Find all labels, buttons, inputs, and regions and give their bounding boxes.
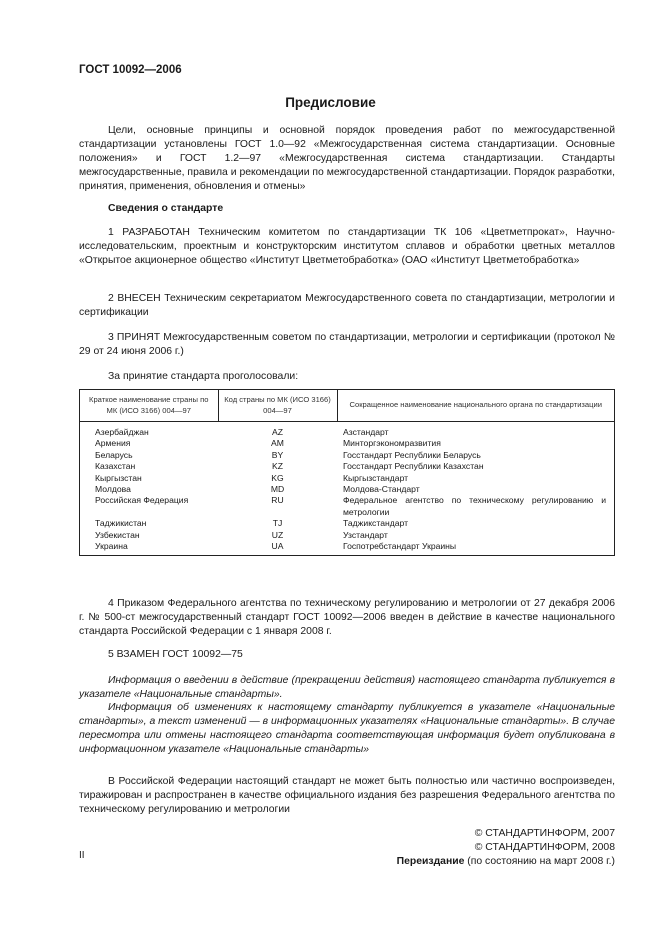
country-name: Российская Федерация: [95, 495, 189, 506]
national-body: Азстандарт: [343, 427, 389, 437]
table-row: [80, 461, 615, 472]
page-number: II: [79, 850, 85, 861]
about-heading: Сведения о стандарте: [108, 203, 224, 214]
table-row: [80, 495, 615, 518]
country-code: AZ: [272, 427, 283, 437]
copyright-line-1: © СТАНДАРТИНФОРМ, 2007: [474, 828, 615, 839]
item-1-paragraph: 1 РАЗРАБОТАН Техническим комитетом по стандартизации ТК 106 «Цветметпрокат», Научно-исследовательским, проектным и конструкторским институтом сплавов и обработки цветных металлов «Открытое акционерное общество «Институт Цветметобработка» (ОАО «Институт Цветметобработка»: [79, 227, 615, 266]
info-publication-paragraph: Информация о введении в действие (прекращении действия) настоящего стандарта публикуется в указателе «Национальные стандарты».: [79, 675, 615, 700]
national-body: Госстандарт Республики Беларусь: [343, 449, 481, 460]
item-5-paragraph: 5 ВЗАМЕН ГОСТ 10092—75: [108, 649, 243, 660]
country-name: Кыргызстан: [95, 472, 142, 483]
table-row: [80, 518, 615, 529]
national-body: Узстандарт: [343, 529, 388, 540]
table-row: [80, 438, 615, 449]
table-row: [80, 422, 615, 439]
reprint-label: Переиздание: [396, 856, 465, 867]
national-body: Таджикстандарт: [343, 518, 409, 529]
country-code: UZ: [271, 529, 284, 540]
table-header-code: Код страны по МК (ИСО 3166) 004—97: [218, 390, 337, 422]
rights-paragraph: В Российской Федерации настоящий стандарт не может быть полностью или частично воспроизведен, тиражирован и распространен в качестве официального издания без разрешения Федерального агентства по техническому регулированию и метрологии: [79, 776, 615, 815]
table-row: [80, 473, 615, 484]
national-body: Госпотребстандарт Украины: [343, 541, 457, 552]
item-4-paragraph: 4 Приказом Федерального агентства по техническому регулированию и метрологии от 27 декабря 2006 г. № 500-ст межгосударственный стандарт ГОСТ 10092—2006 введен в действие в качестве национального стандарта Российской Федерации с 1 января 2008 г.: [79, 598, 615, 637]
table-row: [80, 484, 615, 495]
country-name: Беларусь: [95, 449, 133, 460]
item-2-paragraph: 2 ВНЕСЕН Техническим секретариатом Межгосударственного совета по стандартизации, метрологии и сертификации: [79, 293, 615, 318]
country-code: TJ: [272, 518, 283, 529]
national-body: Кыргызстандарт: [343, 472, 409, 483]
country-code: AM: [271, 438, 284, 449]
national-body: Минторгэкономразвития: [343, 438, 441, 449]
copyright-line-2: © СТАНДАРТИНФОРМ, 2008: [474, 842, 615, 853]
country-name: Украина: [95, 541, 128, 552]
document-code: ГОСТ 10092—2006: [79, 64, 182, 76]
reprint-line: [397, 856, 615, 867]
country-name: Армения: [95, 438, 131, 449]
country-code: RU: [271, 495, 284, 506]
intro-paragraph: Цели, основные принципы и основной порядок проведения работ по межгосударственной стандартизации установлены ГОСТ 1.0—92 «Межгосударственная система стандартизации. Основные положения» и ГОСТ 1.2—97 «Межгосударственная система стандартизации. Стандарты межгосударственные, правила и рекомендации по межгосударственной стандартизации. Порядок разработки, принятия, применения, обновления и отмены»: [79, 125, 615, 192]
country-code: KG: [271, 472, 284, 483]
country-name: Азербайджан: [95, 427, 149, 437]
national-body: Федеральное агентство по техническому регулированию и метрологии: [343, 495, 606, 517]
country-code: MD: [270, 484, 285, 495]
country-name: Казахстан: [95, 461, 136, 472]
country-code: BY: [271, 449, 284, 460]
table-row: [80, 450, 615, 461]
table-row: [80, 541, 615, 556]
table-row: [80, 530, 615, 541]
national-body: Госстандарт Республики Казахстан: [343, 461, 484, 472]
national-body: Молдова-Стандарт: [343, 484, 420, 495]
info-changes-paragraph: Информация об изменениях к настоящему стандарту публикуется в указателе «Национальные стандарты», а текст изменений — в информационных указателях «Национальные стандарты». В случае пересмотра или отмены настоящего стандарта соответствующая информация будет опубликована в информационном указателе «Национальные стандарты»: [79, 702, 615, 755]
voting-table: [79, 389, 615, 556]
vote-label: За принятие стандарта проголосовали:: [108, 371, 299, 382]
country-code: KZ: [272, 461, 283, 472]
section-title: Предисловие: [285, 95, 376, 110]
country-code: UA: [271, 541, 284, 552]
table-header-country: Краткое наименование страны по МК (ИСО 3166) 004—97: [80, 390, 219, 422]
item-3-paragraph: 3 ПРИНЯТ Межгосударственным советом по стандартизации, метрологии и сертификации (протокол № 29 от 24 июня 2006 г.): [79, 332, 615, 357]
country-name: Таджикистан: [95, 518, 147, 529]
country-name: Узбекистан: [95, 529, 140, 540]
table-header-body: Сокращенное наименование национального органа по стандартизации: [337, 390, 615, 422]
reprint-note: (по состоянию на март 2008 г.): [467, 856, 615, 867]
country-name: Молдова: [95, 484, 131, 495]
